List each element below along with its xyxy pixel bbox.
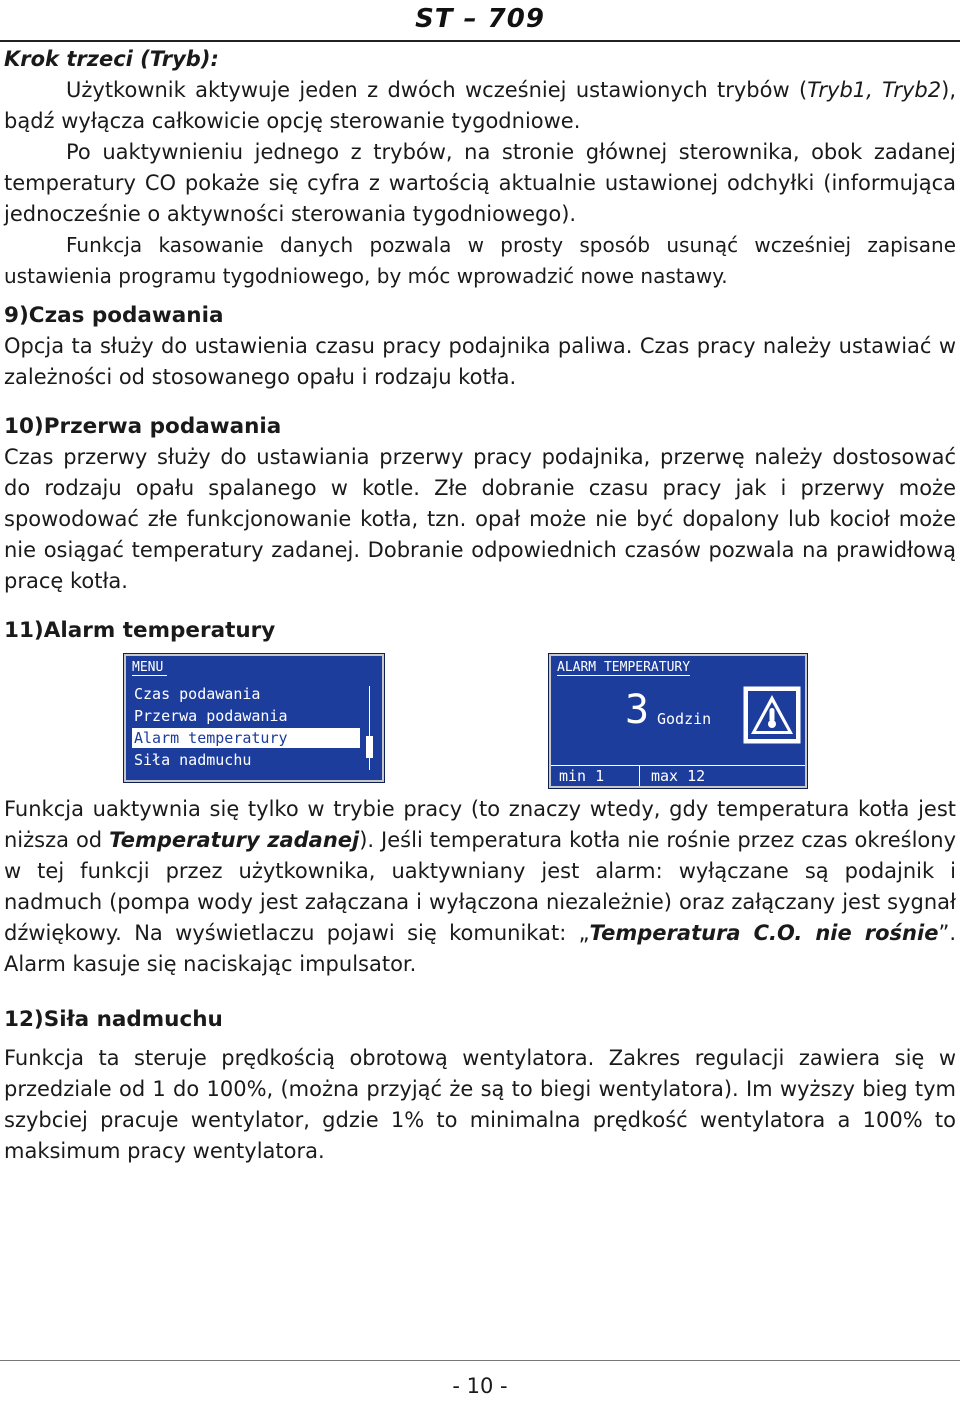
alarm-screen-title: ALARM TEMPERATURY bbox=[557, 660, 691, 675]
step-p1-text-b: ), bądź wyłącza całkowicie opcję sterowanie tygodniowe. bbox=[4, 78, 956, 133]
alarm-max: max 12 bbox=[651, 767, 706, 785]
step-title: Krok trzeci (Tryb): bbox=[4, 47, 219, 71]
lcd-screens bbox=[4, 652, 956, 794]
step-paragraph-1 bbox=[4, 75, 956, 137]
step-paragraph-2: Po uaktywnieniu jednego z trybów, na stronie głównej sterownika, obok zadanej temperatury CO pokaże się cyfra z wartością aktualnie ustawionej odchyłki (informująca jednocześnie o aktywności sterowania tygodniowego). bbox=[4, 140, 956, 226]
menu-item-przerwa-podawania[interactable]: Przerwa podawania bbox=[134, 707, 288, 725]
document-title: ST – 709 bbox=[415, 4, 545, 34]
page-content bbox=[4, 44, 956, 1167]
alarm-screen bbox=[549, 654, 807, 788]
section-11-message: Temperatura C.O. nie rośnie bbox=[589, 921, 939, 945]
section-10-title: 10)Przerwa podawania bbox=[4, 414, 282, 439]
section-11-title: 11)Alarm temperatury bbox=[4, 618, 276, 643]
menu-item-sila-nadmuchu[interactable]: Siła nadmuchu bbox=[134, 751, 252, 769]
section-11-text bbox=[4, 794, 956, 980]
section-9-title: 9)Czas podawania bbox=[4, 303, 224, 328]
section-11-text-c: ”. Alarm kasuje się naciskając impulsator. bbox=[4, 921, 956, 976]
warning-thermometer-icon bbox=[743, 686, 801, 744]
section-12-text: Funkcja ta steruje prędkością obrotową wentylatora. Zakres regulacji zawiera się w przedziale od 1 do 100%, (można przyjąć że są to biegi wentylatora). Im wyższy bieg tym szybciej pracuje wentylator, gdzie 1% to minimalna prędkość wentylatora a 100% to maksimum pracy wentylatora. bbox=[4, 1046, 956, 1163]
step-p1-modes: Tryb1, Tryb2 bbox=[807, 78, 942, 102]
menu-item-alarm-temperatury[interactable]: Alarm temperatury bbox=[132, 728, 360, 748]
alarm-value: 3 bbox=[625, 687, 650, 733]
step-paragraph-3: Funkcja kasowanie danych pozwala w prosty sposób usunąć wcześniej zapisane ustawienia programu tygodniowego, by móc wprowadzić nowe nastawy. bbox=[4, 233, 956, 288]
alarm-range-divider bbox=[639, 766, 640, 786]
section-11-text-a: Funkcja uaktywnia się tylko w trybie pracy (to znaczy wtedy, gdy temperatura kotła jest niższa od bbox=[4, 797, 956, 852]
menu-screen bbox=[124, 654, 384, 782]
footer-divider bbox=[0, 1360, 960, 1361]
menu-item-czas-podawania[interactable]: Czas podawania bbox=[134, 685, 261, 703]
menu-screen-title: MENU bbox=[132, 660, 167, 676]
section-11-bold: Temperatury zadanej bbox=[109, 828, 360, 852]
section-10-text: Czas przerwy służy do ustawiania przerwy pracy podajnika, przerwę należy dostosować do rodzaju opału spalanego w kotle. Złe dobranie czasu pracy jak i przerwy może spowodować złe funkcjonowanie kotła, tzn. opał może nie być dopalony lub kocioł może nie osiągać temperatury zadanej. Dobranie odpowiednich czasów pozwala na prawidłową pracę kotła. bbox=[4, 445, 956, 593]
section-12-title: 12)Siła nadmuchu bbox=[4, 1007, 223, 1032]
menu-scrollbar[interactable] bbox=[369, 686, 376, 770]
page-header bbox=[0, 0, 960, 42]
section-9-text: Opcja ta służy do ustawienia czasu pracy podajnika paliwa. Czas pracy należy ustawiać w zależności od stosowanego opału i rodzaju kotła. bbox=[4, 334, 956, 389]
menu-scrollbar-thumb[interactable] bbox=[366, 736, 373, 758]
section-11-text-b: ). Jeśli temperatura kotła nie rośnie przez czas określony w tej funkcji przez użytkownika, uaktywniany jest alarm: wyłączane są podajnik i nadmuch (pompa wody jest załączana i wyłączona niezależnie) oraz załączany jest sygnał dźwiękowy. Na wyświetlaczu pojawi się komunikat: „ bbox=[4, 828, 956, 945]
alarm-min: min 1 bbox=[559, 767, 605, 785]
step-p1-text-a: Użytkownik aktywuje jeden z dwóch wcześniej ustawionych trybów ( bbox=[66, 78, 808, 102]
page-number: - 10 - bbox=[452, 1374, 508, 1398]
alarm-unit: Godzin bbox=[657, 710, 712, 728]
alarm-range-bar bbox=[551, 765, 805, 786]
